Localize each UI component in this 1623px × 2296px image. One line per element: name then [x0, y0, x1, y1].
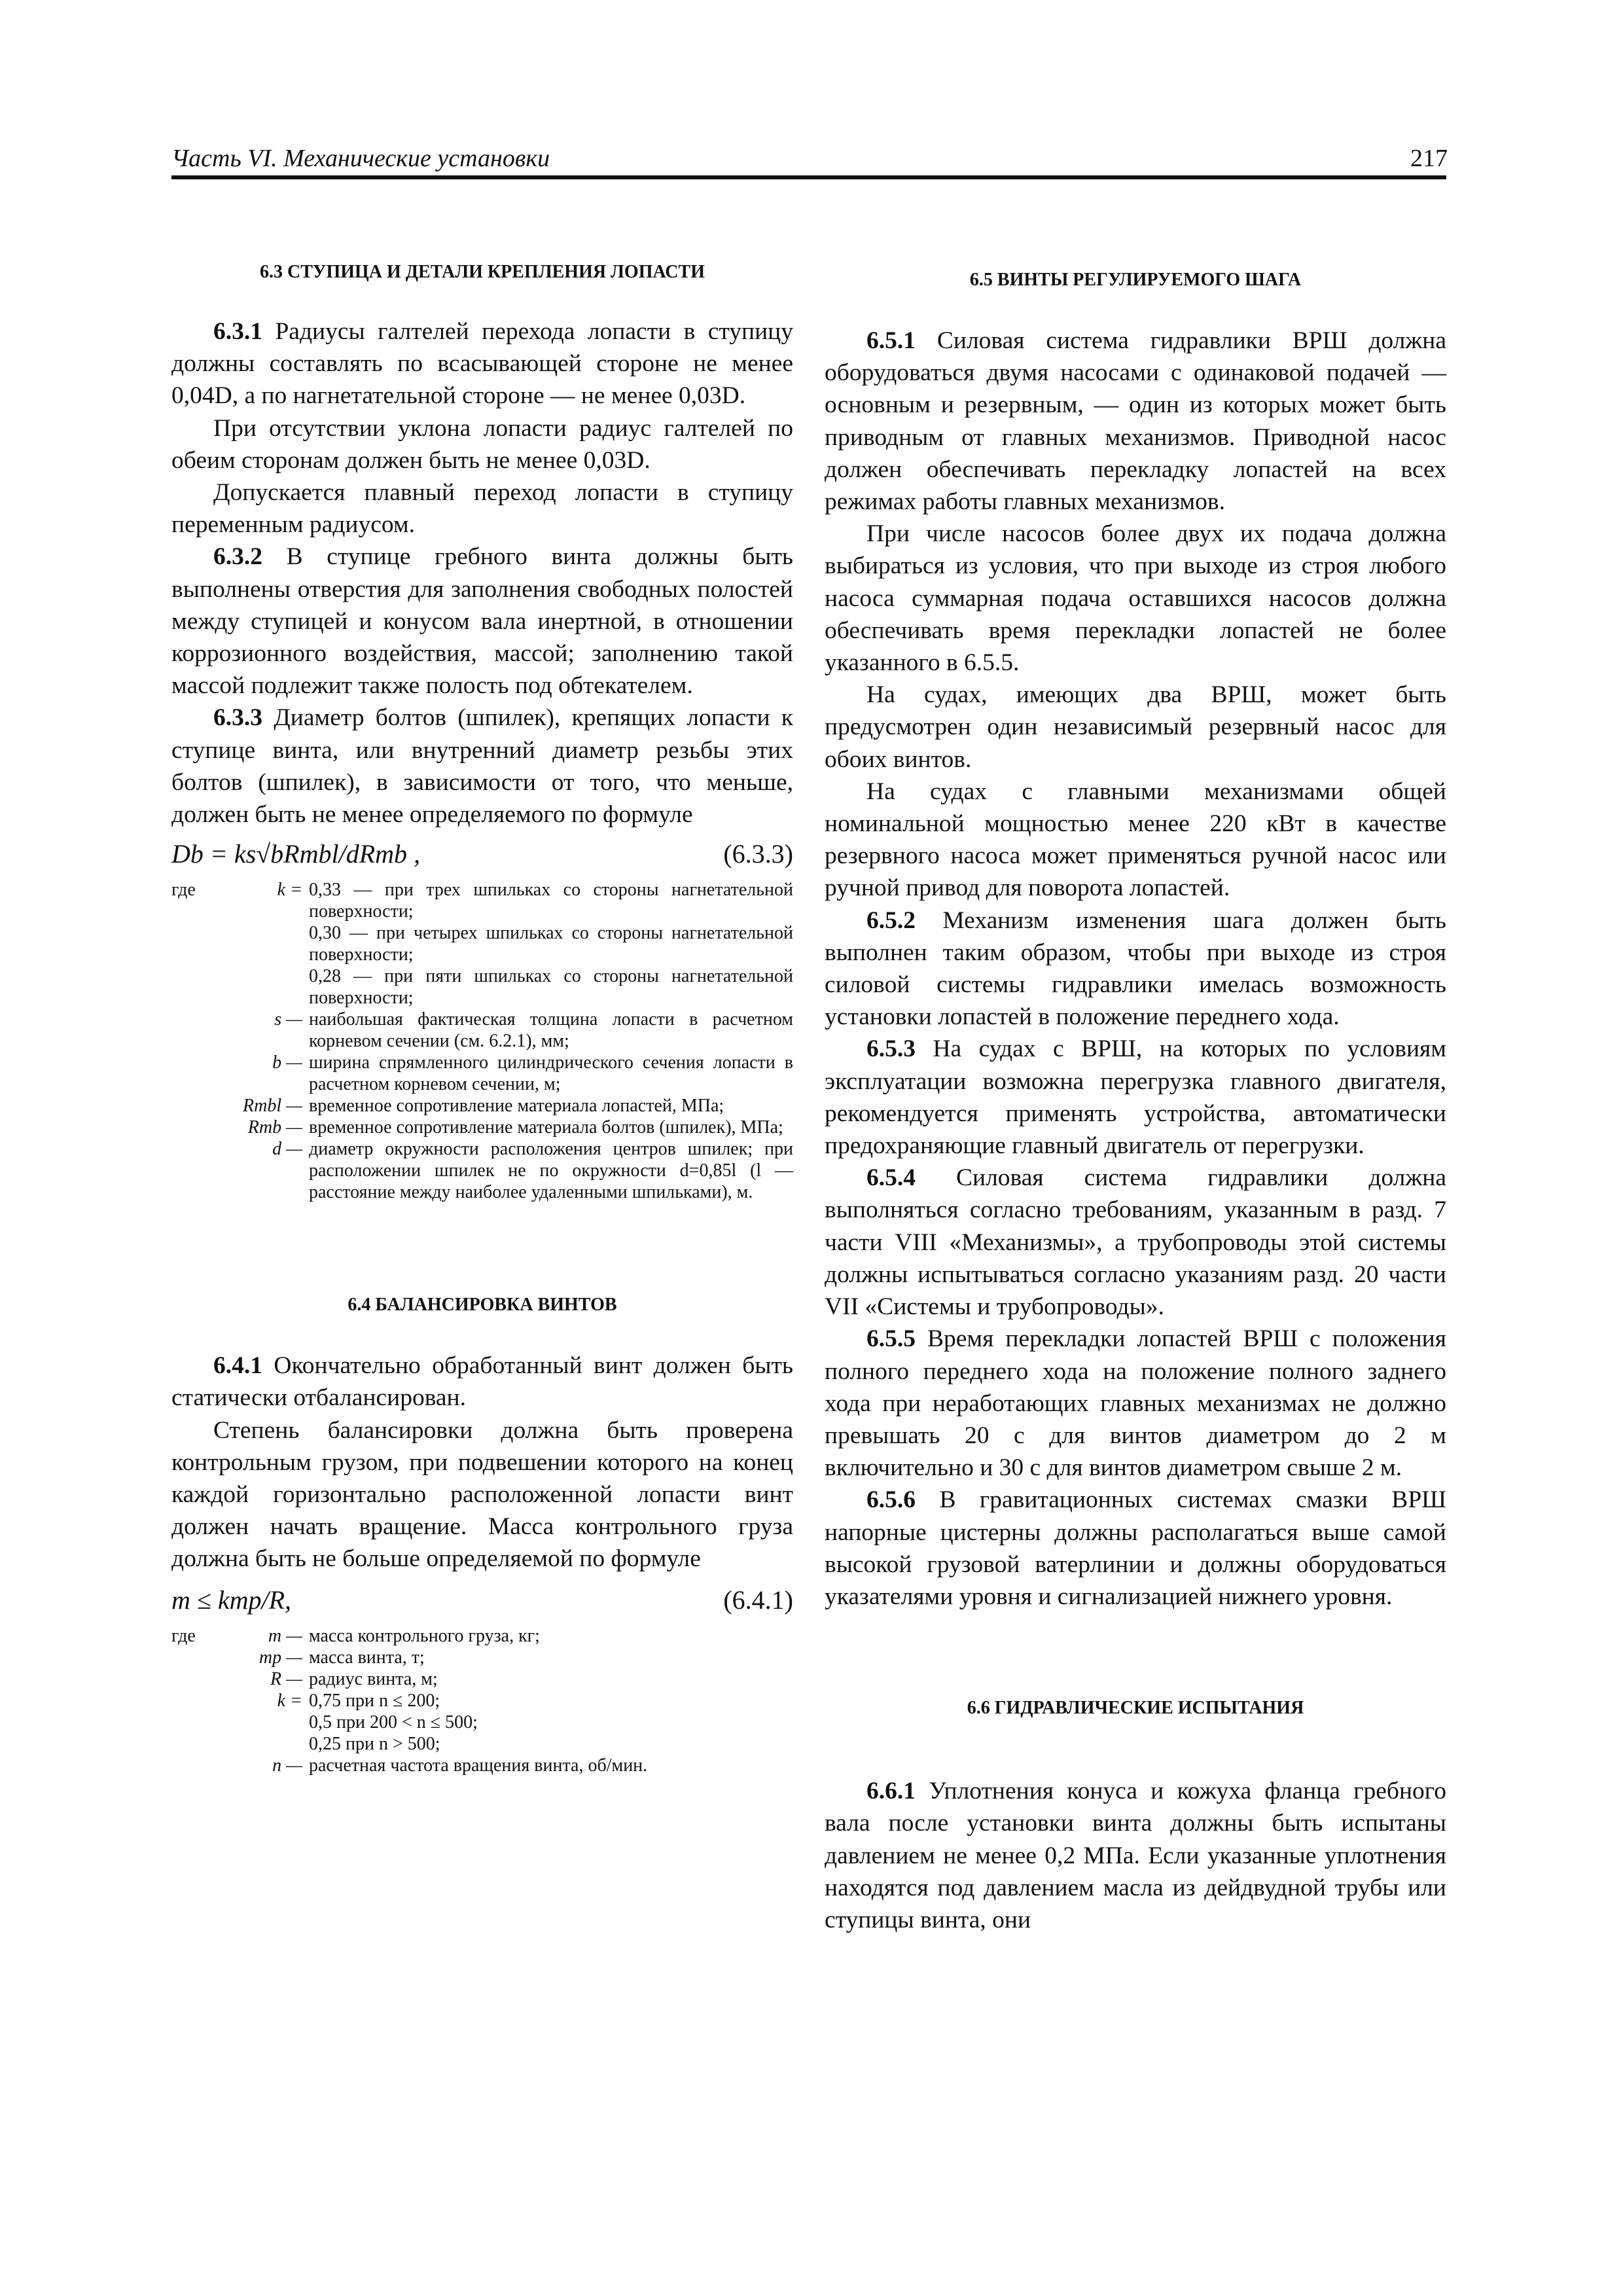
definition-text: временное сопротивление материала болтов (шпилек), МПа;: [309, 1117, 783, 1138]
where-list-2: [171, 1625, 793, 1776]
definition-symbol: [171, 1712, 302, 1733]
definition-text: масса винта, т;: [309, 1647, 425, 1668]
section-heading-6-3: 6.3 СТУПИЦА И ДЕТАЛИ КРЕПЛЕНИЯ ЛОПАСТИ: [260, 262, 705, 282]
definition-item: [171, 1690, 793, 1712]
where-label: где: [171, 1625, 196, 1646]
paragraph-6-5-1: 6.5.1 Силовая система гидравлики ВРШ должна оборудоваться двумя насосами с одинаковой подачей — основным и резервным, — один из которых может быть приводным от главных механизмов. Приводной насос должен обеспечивать перекладку лопастей на всех режимах работы главных механизмов.: [825, 327, 1447, 516]
definition-symbol: [171, 965, 302, 1009]
paragraph: На судах, имеющих два ВРШ, может быть предусмотрен один независимый резервный насос для обоих винтов.: [825, 681, 1446, 773]
section-heading-6-4: 6.4 БАЛАНСИРОВКА ВИНТОВ: [348, 1295, 617, 1316]
clause-number: 6.3.2: [213, 543, 262, 571]
definition-symbol: d —: [272, 1139, 302, 1160]
definition-symbol: k =: [277, 880, 302, 901]
formula-expression: m ≤ kmp/R,: [171, 1585, 292, 1615]
paragraph: При отсутствии уклона лопасти радиус галтелей по обеим сторонам должен быть не менее 0,03D.: [171, 414, 793, 474]
paragraph-6-4-1: 6.4.1 Окончательно обработанный винт должен быть статически отбалансирован.: [171, 1352, 793, 1412]
clause-number: 6.5.6: [866, 1486, 916, 1514]
clause-number: 6.4.1: [213, 1352, 262, 1380]
paragraph-6-5-2: 6.5.2 Механизм изменения шага должен быть выполнен таким образом, чтобы при выходе из строя силовой системы гидравлики имелась возможность установки лопастей в положение переднего хода.: [825, 906, 1446, 1031]
clause-number: 6.5.1: [866, 327, 916, 354]
definition-item: [171, 1095, 793, 1117]
definition-symbol: Rmb —: [247, 1117, 302, 1138]
definition-item: [171, 1625, 793, 1647]
definition-symbol: [171, 922, 302, 965]
definition-text: 0,28 — при пяти шпильках со стороны нагнетательной поверхности;: [309, 966, 793, 1009]
clause-number: 6.5.2: [866, 906, 916, 934]
formula-6-3-3: [171, 834, 793, 874]
paragraph: При числе насосов более двух их подача должна выбираться из условия, что при выходе из строя любого насоса суммарная подача оставшихся насосов должна обеспечивать время перекладки лопастей не более указанного в 6.5.5.: [825, 520, 1446, 677]
definition-item: [171, 1755, 793, 1776]
definition-symbol: m —: [268, 1625, 302, 1646]
clause-number: 6.5.4: [866, 1164, 916, 1192]
paragraph-6-5-6: 6.5.6 В гравитационных системах смазки ВРШ напорные цистерны должны располагаться выше самой высокой грузовой ватерлинии и должны оборудоваться указателями уровня и сигнализацией нижнего уровня.: [825, 1486, 1447, 1610]
left-column: [171, 196, 793, 1776]
page-number: 217: [1410, 145, 1448, 172]
definition-text: 0,5 при 200 < n ≤ 500;: [309, 1712, 478, 1732]
definition-item: [171, 1647, 793, 1668]
paragraph: Допускается плавный переход лопасти в ступицу переменным радиусом.: [171, 479, 793, 539]
definition-text: временное сопротивление материала лопастей, МПа;: [309, 1096, 724, 1117]
definition-text: ширина спрямленного цилиндрического сечения лопасти в расчетном корневом сечении, м;: [309, 1052, 793, 1095]
definition-item: [171, 1712, 793, 1733]
definition-item: [171, 1117, 793, 1138]
definition-item: [171, 965, 793, 1009]
formula-number: (6.4.1): [723, 1585, 793, 1615]
definition-symbol: [171, 1733, 302, 1755]
paragraph-6-5-3: 6.5.3 На судах с ВРШ, на которых по условиям эксплуатации возможна перегрузка главного двигателя, рекомендуется применять устройства, автоматически предохраняющие главный двигатель от перегрузки.: [825, 1035, 1446, 1160]
definition-item: [171, 1138, 793, 1203]
paragraph: На судах с главными механизмами общей номинальной мощностью менее 220 кВт в качестве резервного насоса может применяться ручной насос или ручной привод для поворота лопастей.: [825, 778, 1446, 902]
clause-number: 6.5.5: [866, 1325, 916, 1353]
where-label: где: [171, 880, 196, 901]
definition-symbol: n —: [272, 1755, 302, 1776]
definition-text: радиус винта, м;: [309, 1668, 438, 1689]
header-rule: [171, 175, 1446, 179]
definition-text: наибольшая фактическая толщина лопасти в расчетном корневом сечении (см. 6.2.1), мм;: [309, 1009, 793, 1052]
section-heading-6-6: 6.6 ГИДРАВЛИЧЕСКИЕ ИСПЫТАНИЯ: [967, 1698, 1304, 1719]
definition-item: [171, 1668, 793, 1690]
definition-text: масса контрольного груза, кг;: [309, 1625, 540, 1646]
definition-symbol: Rmbl —: [243, 1096, 302, 1117]
clause-number: 6.6.1: [866, 1778, 916, 1805]
paragraph-6-6-1: 6.6.1 Уплотнения конуса и кожуха фланца гребного вала после установки винта должны быть испытаны давлением не менее 0,2 МПа. Если указанные уплотнения находятся под давлением масла из дейдвудной трубы или ступицы винта, они: [825, 1778, 1446, 1933]
definition-symbol: k =: [277, 1690, 302, 1711]
definition-text: 0,33 — при трех шпильках со стороны нагнетательной поверхности;: [309, 880, 793, 922]
definition-text: диаметр окружности расположения центров шпилек; при расположении шпилек не по окружности d=0,85l (l — расстояние между наиболее удаленными шпильками), м.: [309, 1139, 793, 1203]
definition-symbol: s —: [274, 1009, 302, 1030]
right-column: [825, 196, 1446, 1936]
definition-item: [171, 1009, 793, 1052]
paragraph-6-3-3: 6.3.3 Диаметр болтов (шпилек), крепящих лопасти к ступице винта, или внутренний диаметр резьбы этих болтов (шпилек), в зависимости от того, что меньше, должен быть не менее определяемого по формуле: [171, 704, 793, 829]
definition-text: 0,25 при n > 500;: [309, 1733, 440, 1754]
definition-text: расчетная частота вращения винта, об/мин.: [309, 1755, 648, 1776]
clause-number: 6.5.3: [866, 1035, 916, 1063]
section-heading-6-5: 6.5 ВИНТЫ РЕГУЛИРУЕМОГО ШАГА: [969, 270, 1302, 290]
formula-number: (6.3.3): [723, 839, 793, 869]
definition-symbol: R —: [270, 1668, 302, 1689]
definition-item: [171, 1733, 793, 1755]
clause-number: 6.3.1: [213, 318, 262, 345]
definition-item: [171, 879, 793, 922]
running-header-title: Часть VI. Механические установки: [171, 145, 550, 172]
paragraph: Степень балансировки должна быть проверена контрольным грузом, при подвешении которого на конец каждой горизонтально расположенной лопасти винт должен начать вращение. Масса контрольного груза должна быть не больше определяемой по формуле: [171, 1416, 793, 1573]
where-list-1: [171, 879, 793, 1203]
paragraph-6-3-2: 6.3.2 В ступице гребного винта должны быть выполнены отверстия для заполнения свободных полостей между ступицей и конусом вала инертной, в отношении коррозионного воздействия, массой; заполнению такой массой подлежит также полость под обтекателем.: [171, 543, 793, 700]
formula-expression: Db = ks√bRmbl/dRmb ,: [171, 839, 421, 869]
definition-item: [171, 922, 793, 965]
formula-6-4-1: [171, 1581, 793, 1620]
paragraph-6-3-1: 6.3.1 Радиусы галтелей перехода лопасти в ступицу должны составлять по всасывающей стороне не менее 0,04D, а по нагнетательной стороне — не менее 0,03D.: [171, 318, 793, 410]
definition-text: 0,30 — при четырех шпильках со стороны нагнетательной поверхности;: [309, 923, 793, 965]
paragraph-6-5-5: 6.5.5 Время перекладки лопастей ВРШ с положения полного переднего хода на положение полного заднего хода при неработающих главных механизмах не должно превышать 20 с для винтов диаметром до 2 м включительно и 30 с для винтов диаметром свыше 2 м.: [825, 1325, 1446, 1482]
clause-number: 6.3.3: [213, 704, 262, 732]
paragraph-6-5-4: 6.5.4 Силовая система гидравлики должна выполняться согласно требованиям, указанным в разд. 7 части VIII «Механизмы», а трубопроводы этой системы должны испытываться согласно указаниям разд. 20 части VII «Системы и трубопроводы».: [825, 1164, 1447, 1321]
definition-symbol: mp —: [259, 1647, 302, 1668]
definition-text: 0,75 при n ≤ 200;: [309, 1690, 440, 1711]
definition-item: [171, 1052, 793, 1095]
definition-symbol: b —: [272, 1052, 302, 1073]
